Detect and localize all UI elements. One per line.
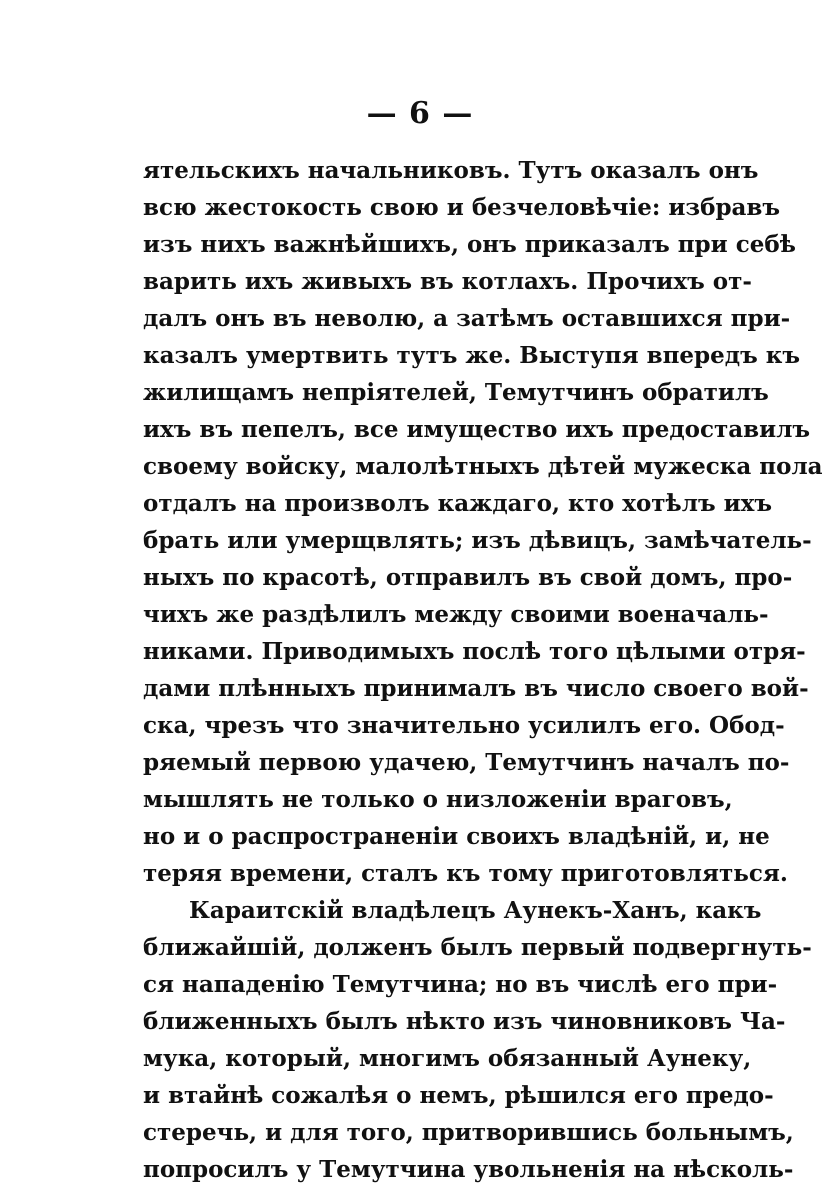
text-line: ска, чрезъ что значительно усилилъ его. Обод- <box>143 712 785 739</box>
text-line: мышлять не только о низложеніи враговъ, <box>143 786 733 813</box>
text-line: мука, который, многимъ обязанный Аунеку, <box>143 1045 752 1072</box>
text-line: стеречь, и для того, притворившись больнымъ, <box>143 1119 794 1146</box>
text-line: и втайнѣ сожалѣя о немъ, рѣшился его предо- <box>143 1082 774 1109</box>
text-line: брать или умерщвлять; изъ дѣвицъ, замѣчатель- <box>143 527 812 554</box>
text-line: ятельскихъ начальниковъ. Тутъ оказалъ онъ <box>143 157 759 184</box>
text-line: попросилъ у Темутчина увольненія на нѣсколь- <box>143 1156 794 1183</box>
text-line: варить ихъ живыхъ въ котлахъ. Прочихъ от- <box>143 268 752 295</box>
text-line: отдалъ на произволъ каждаго, кто хотѣлъ ихъ <box>143 490 773 517</box>
text-line: но и о распространеніи своихъ владѣній, и, не <box>143 823 770 850</box>
text-line: далъ онъ въ неволю, а затѣмъ оставшихся при- <box>143 305 791 332</box>
text-line: ся нападенію Темутчина; но въ числѣ его при- <box>143 971 778 998</box>
text-line: ряемый первою удачею, Темутчинъ началъ по- <box>143 749 790 776</box>
text-line: ныхъ по красотѣ, отправилъ въ свой домъ, про- <box>143 564 793 591</box>
page-number: — 6 — <box>366 96 474 131</box>
text-line: никами. Приводимыхъ послѣ того цѣлыми отря- <box>143 638 806 665</box>
text-line: всю жестокость свою и безчеловѣчіе: избравъ <box>143 194 781 221</box>
text-line: жилищамъ непріятелей, Темутчинъ обратилъ <box>143 379 769 406</box>
text-line: изъ нихъ важнѣйшихъ, онъ приказалъ при себѣ <box>143 231 796 258</box>
text-line: казалъ умертвить тутъ же. Выступя впередъ къ <box>143 342 800 369</box>
text-line: ближенныхъ былъ нѣкто изъ чиновниковъ Ча- <box>143 1008 786 1035</box>
paragraph-start-line: Караитскій владѣлецъ Аунекъ-Ханъ, какъ <box>189 897 762 924</box>
text-line: дами плѣнныхъ принималъ въ число своего вой- <box>143 675 809 702</box>
page-text <box>143 152 823 1188</box>
text-line: теряя времени, сталъ къ тому приготовляться. <box>143 860 788 887</box>
text-line: ихъ въ пепелъ, все имущество ихъ предоставилъ <box>143 416 811 443</box>
text-line: чихъ же раздѣлилъ между своими военачаль- <box>143 601 769 628</box>
text-line: ближайшій, долженъ былъ первый подвергнуть- <box>143 934 812 961</box>
text-line: своему войску, малолѣтныхъ дѣтей мужеска пола <box>143 453 823 480</box>
